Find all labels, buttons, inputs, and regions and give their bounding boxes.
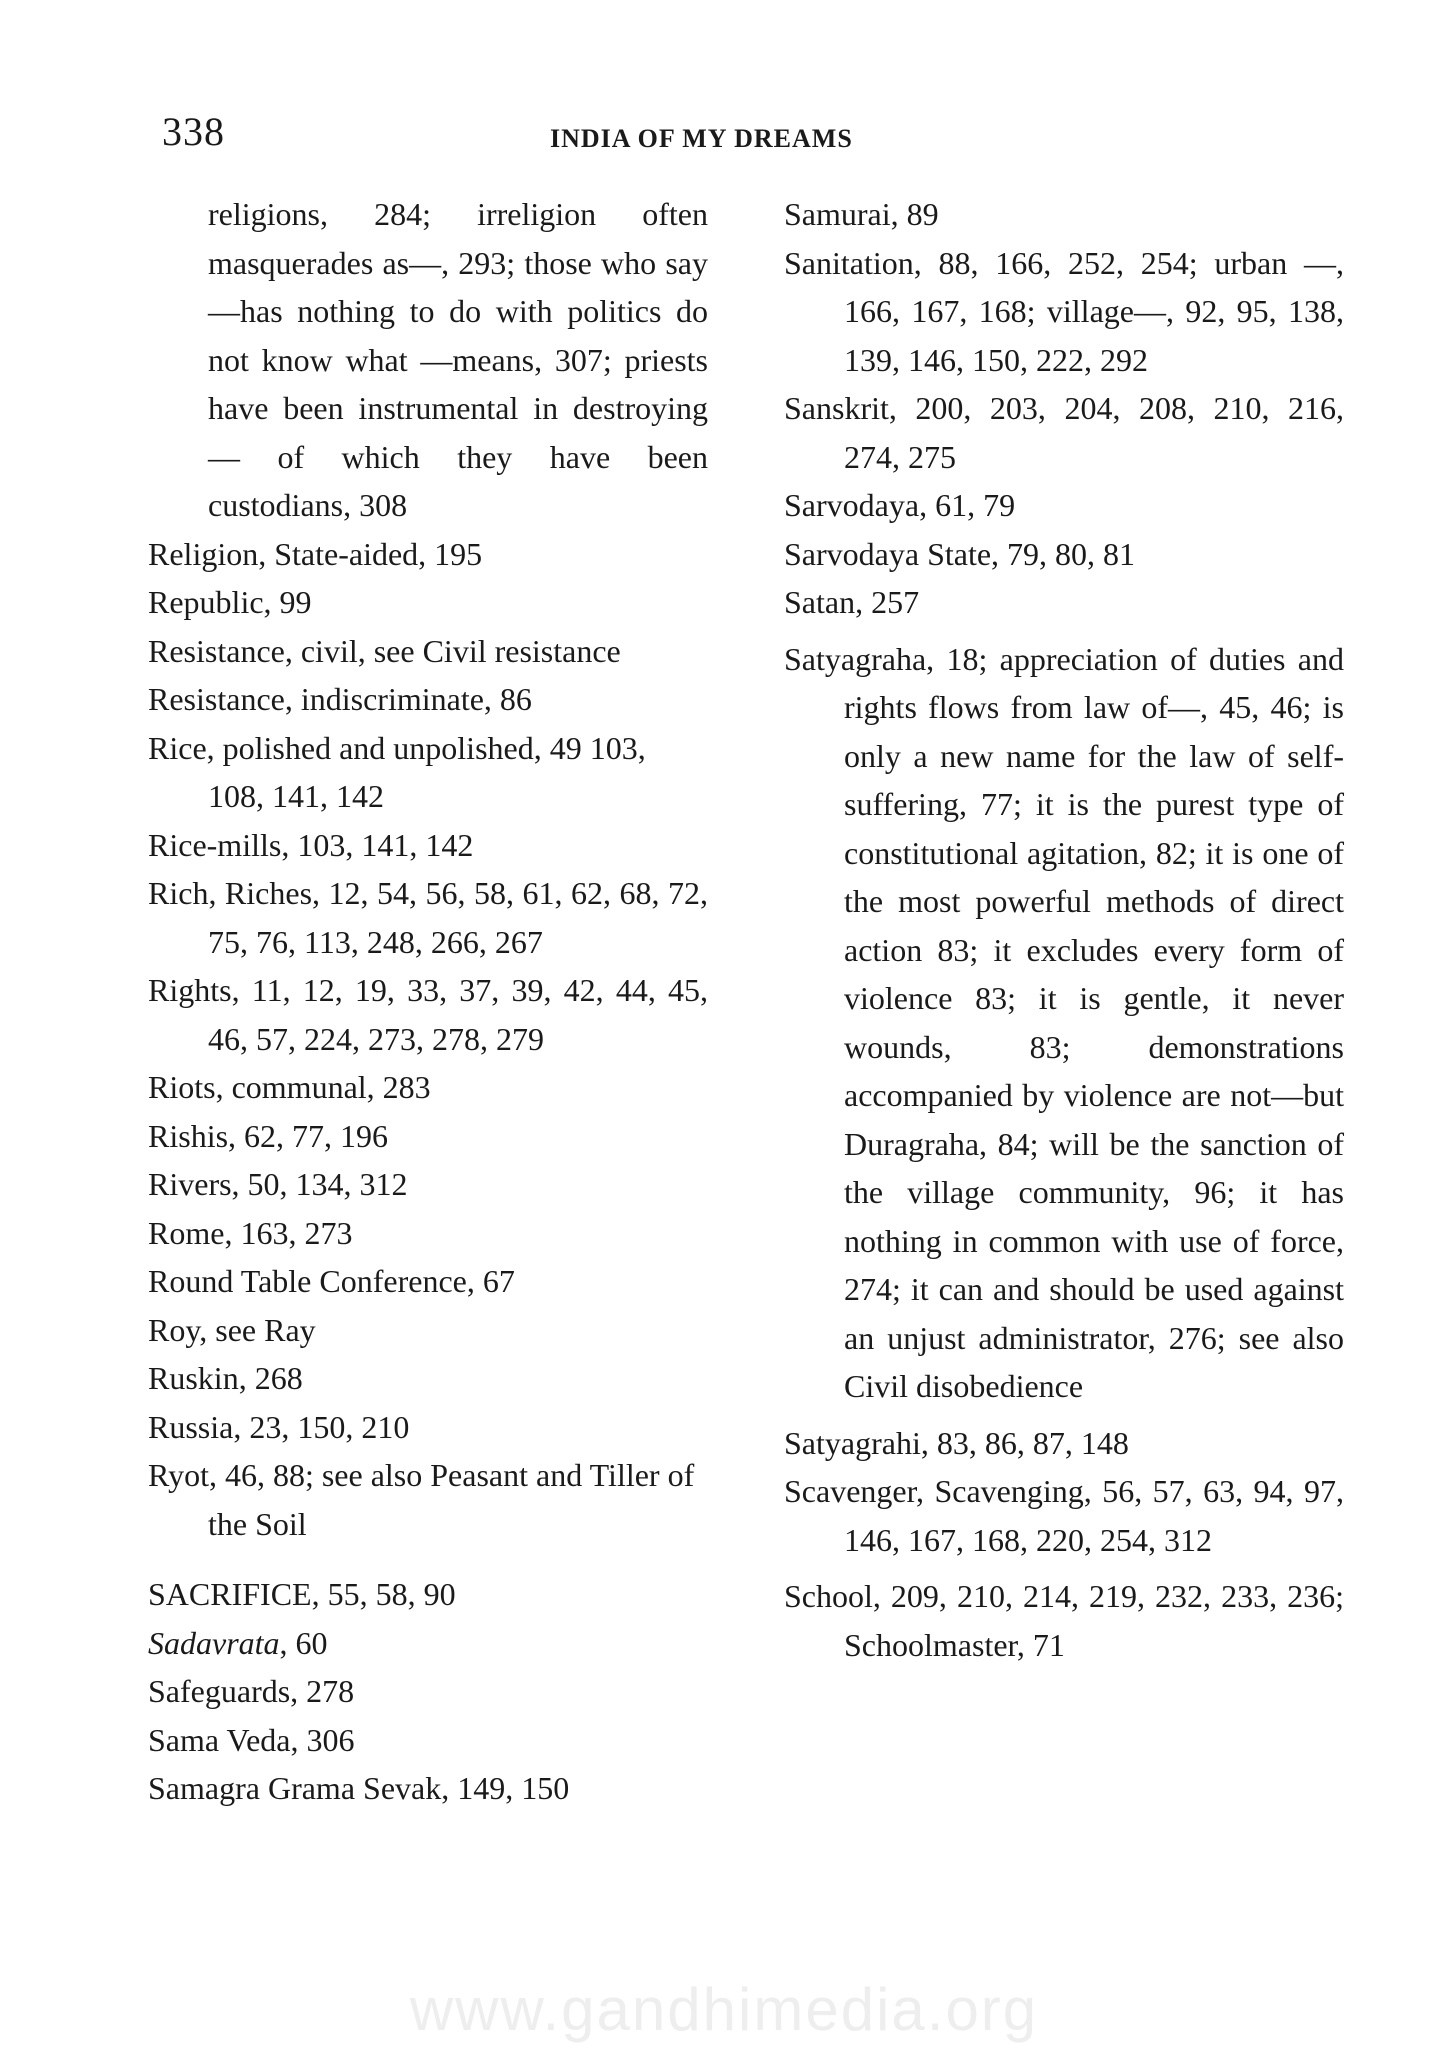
index-entry: Satyagraha, 18; appreciation of duties and rights flows from law of—, 45, 46; is only a new name for the law of self-suffering, 77; it is the purest type of constitutional agitation, 82; it is one of the most powerful methods of direct action 83; it excludes every form of violence 83; it is gentle, it never wounds, 83; demonstrations accompanied by violence are not—but Duragraha, 84; will be the sanction of the village community, 96; it has nothing in common with use of force, 274; it can and should be used against an unjust administrator, 276; see also Civil disobedience [784, 640, 1344, 1404]
index-entry: Rivers, 50, 134, 312 [148, 1166, 408, 1202]
index-entry: Ruskin, 268 [148, 1360, 303, 1396]
index-entry: Sanskrit, 200, 203, 204, 208, 210, 216, 274, 275 [784, 390, 1344, 475]
index-entry: Riots, communal, 283 [148, 1069, 431, 1105]
index-column-right [784, 190, 1344, 1669]
index-entry: Resistance, civil, see Civil resistance [148, 632, 621, 669]
index-entry [148, 1619, 708, 1668]
index-entry: Rishis, 62, 77, 196 [148, 1117, 389, 1154]
index-entry: Satan, 257 [784, 584, 920, 620]
index-column-left [148, 190, 708, 1813]
index-entry: School, 209, 210, 214, 219, 232, 233, 236; Schoolmaster, 71 [784, 1578, 1344, 1663]
index-entry: Ryot, 46, 88; see also Peasant and Tiller of the Soil [148, 1457, 695, 1542]
index-entry: Russia, 23, 150, 210 [148, 1408, 410, 1445]
index-entry: Scavenger, Scavenging, 56, 57, 63, 94, 97, 146, 167, 168, 220, 254, 312 [784, 1473, 1344, 1558]
index-term-italic: Sadavrata [148, 1624, 280, 1661]
index-entry: Sama Veda, 306 [148, 1721, 355, 1758]
page-number: 338 [162, 109, 225, 154]
index-entry: SACRIFICE, 55, 58, 90 [148, 1576, 456, 1612]
index-entry: Sanitation, 88, 166, 252, 254; urban —, 166, 167, 168; village—, 92, 95, 138, 139, 146, 150, 222, 292 [784, 244, 1344, 378]
index-entry: Rich, Riches, 12, 54, 56, 58, 61, 62, 68, 72, 75, 76, 113, 248, 266, 267 [148, 875, 708, 960]
index-entry: Satyagrahi, 83, 86, 87, 148 [784, 1424, 1129, 1461]
index-entry: religions, 284; irreligion often masquerades as—, 293; those who say—has nothing to do with politics do not know what —means, 307; priests have been instrumental in destroying — of which they have been custodians, 308 [208, 196, 708, 523]
index-entry: Rice, polished and unpolished, 49 103, 108, 141, 142 [148, 729, 646, 814]
index-entry: Religion, State-aided, 195 [148, 535, 483, 572]
index-entry: Round Table Conference, 67 [148, 1263, 515, 1299]
running-head: INDIA OF MY DREAMS [550, 124, 853, 153]
watermark: www.gandhimedia.org [409, 1976, 1039, 2043]
index-entry: Samagra Grama Sevak, 149, 150 [148, 1770, 570, 1806]
index-entry: Roy, see Ray [148, 1311, 316, 1348]
index-entry: Rights, 11, 12, 19, 33, 37, 39, 42, 44, 45, 46, 57, 224, 273, 278, 279 [148, 972, 708, 1057]
index-entry: Resistance, indiscriminate, 86 [148, 681, 532, 717]
index-entry: Republic, 99 [148, 584, 312, 620]
index-entry: Rice-mills, 103, 141, 142 [148, 826, 474, 863]
index-entry: Rome, 163, 273 [148, 1214, 353, 1251]
index-entry: Sarvodaya, 61, 79 [784, 487, 1016, 523]
index-entry: Sarvodaya State, 79, 80, 81 [784, 535, 1136, 572]
index-entry: Samurai, 89 [784, 196, 939, 232]
index-entry: Safeguards, 278 [148, 1673, 355, 1709]
index-page-refs: , 60 [279, 1624, 328, 1661]
